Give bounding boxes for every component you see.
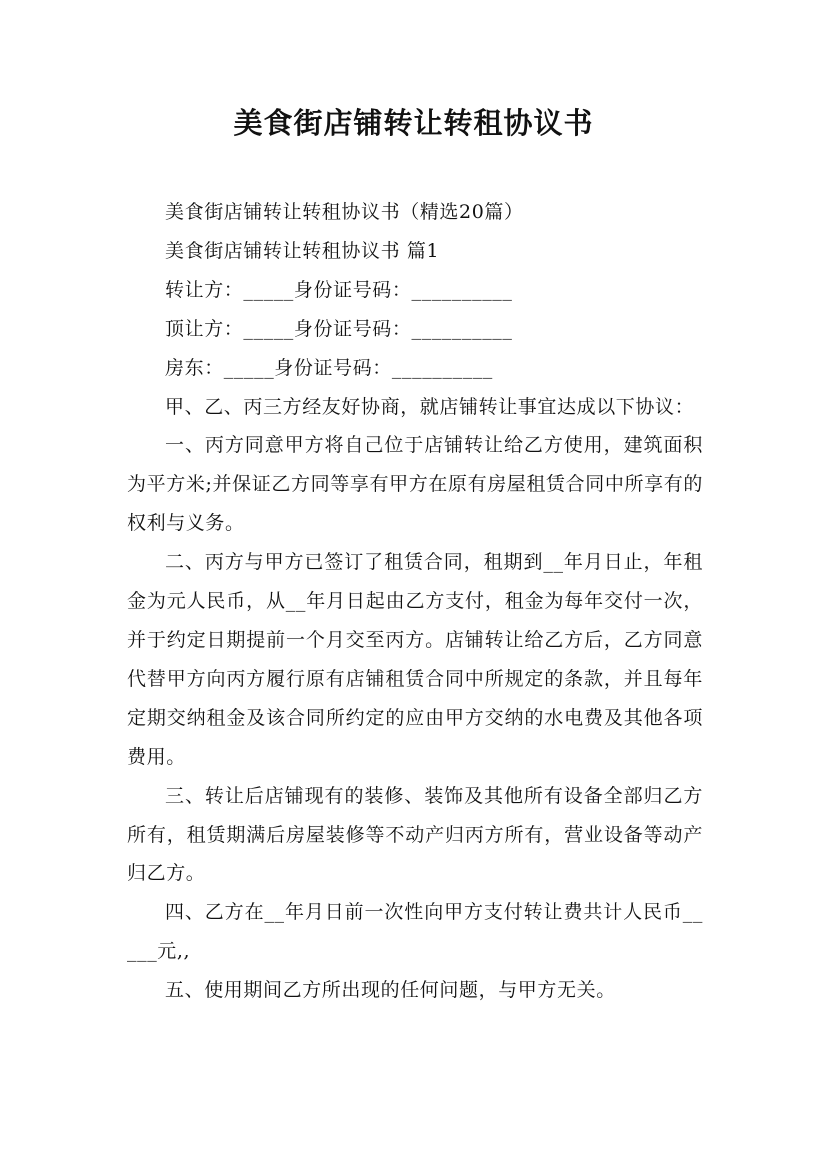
paragraph-clause-2: 二、丙方与甲方已签订了租赁合同，租期到__年月日止，年租金为元人民币，从__年月日起由乙方支付，租金为每年交付一次，并于约定日期提前一个月交至丙方。店铺转让给乙方后，乙方同意代替甲方向丙方履行原有店铺租赁合同中所规定的条款，并且每年定期交纳租金及该合同所约定的应由甲方交纳的水电费及其他各项费用。 — [127, 551, 703, 768]
paragraph-transferor-line: 转让方：_____身份证号码：__________ — [165, 278, 513, 301]
paragraph-clause-1: 一、丙方同意甲方将自己位于店铺转让给乙方使用，建筑面积为平方米;并保证乙方同等享有甲方在原有房屋租赁合同中所享有的权利与义务。 — [127, 434, 703, 535]
paragraph-landlord-line: 房东：_____身份证号码：__________ — [165, 356, 493, 379]
paragraph-clause-4: 四、乙方在__年月日前一次性向甲方支付转让费共计人民币_____元,, — [127, 901, 703, 963]
document-body — [127, 193, 703, 1010]
paragraph-preamble: 甲、乙、丙三方经友好协商，就店铺转让事宜达成以下协议： — [165, 395, 695, 418]
paragraph-collection-title: 美食街店铺转让转租协议书（精选20篇） — [165, 201, 524, 223]
paragraph-chapter-heading: 美食街店铺转让转租协议书 篇1 — [165, 239, 440, 262]
paragraph-clause-5: 五、使用期间乙方所出现的任何问题，与甲方无关。 — [165, 979, 616, 1002]
document-title: 美食街店铺转让转租协议书 — [233, 106, 594, 140]
paragraph-clause-3: 三、转让后店铺现有的装修、装饰及其他所有设备全部归乙方所有，租赁期满后房屋装修等不动产归丙方所有，营业设备等动产归乙方。 — [127, 784, 703, 885]
paragraph-transferee-line: 顶让方：_____身份证号码：__________ — [165, 317, 513, 340]
